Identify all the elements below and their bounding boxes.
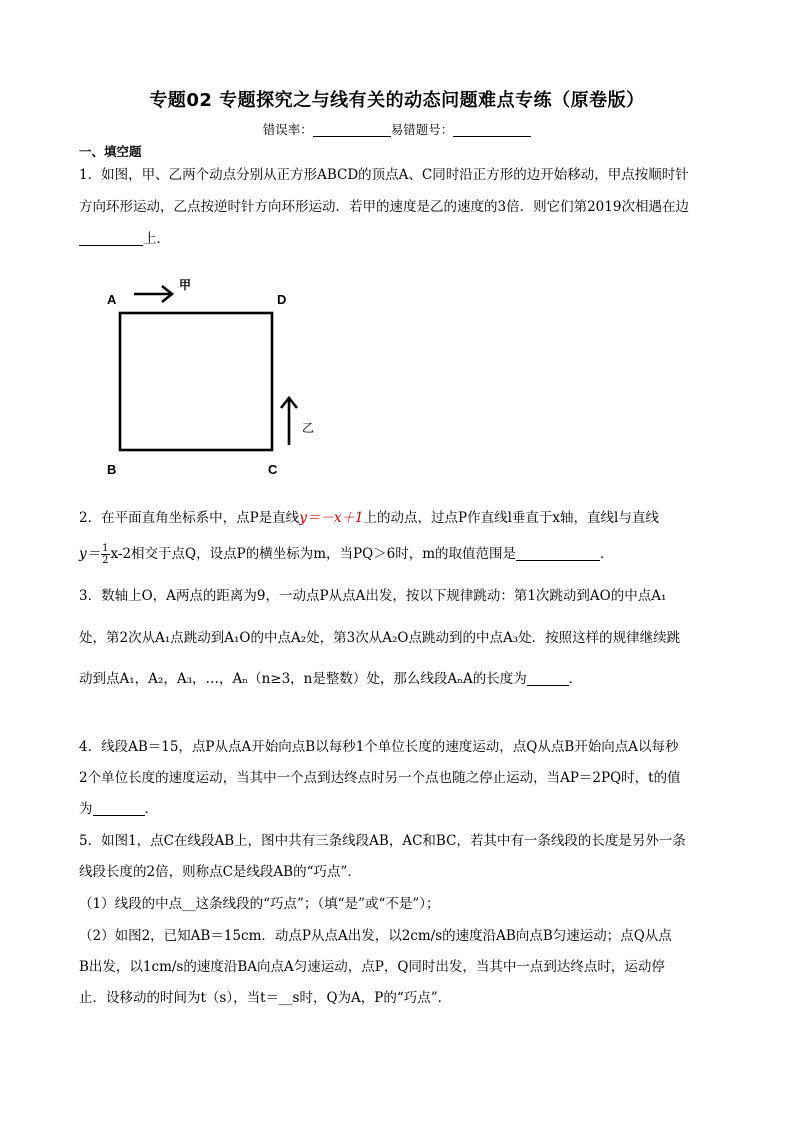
q2-red-equation: y＝－x＋1 bbox=[299, 510, 364, 526]
q2-line-1 bbox=[79, 509, 659, 527]
q2-line-2 bbox=[79, 543, 614, 566]
q4-line-3-end: ． bbox=[144, 801, 158, 817]
q4-line-3 bbox=[79, 800, 158, 818]
q1-line-2: 方向环形运动，乙点按逆时针方向环形运动．若甲的速度是乙的速度的3倍．则它们第2019次相遇在边 bbox=[79, 199, 689, 215]
q1-line-3-end: 上． bbox=[143, 231, 170, 247]
vertex-b-label: B bbox=[107, 462, 117, 477]
q3-line-3-end: ． bbox=[568, 671, 583, 687]
error-items-label: 易错题号： bbox=[390, 122, 454, 137]
q1-line-1: 1．如图，甲、乙两个动点分别从正方形ABCD的顶点A、C同时沿正方形的边开始移动，甲点按顺时针 bbox=[79, 167, 689, 183]
q4-answer-blank[interactable] bbox=[93, 801, 145, 816]
q2-line-2-end: ． bbox=[600, 546, 614, 562]
square-abcd bbox=[120, 313, 272, 450]
page-title: 专题02 专题探究之与线有关的动态问题难点专练（原卷版） bbox=[149, 90, 645, 111]
q5-line-1: 5．如图1，点C在线段AB上，图中共有三条线段AB，AC和BC，若其中有一条线段的长度是另外一条 bbox=[79, 833, 686, 849]
q3-answer-blank[interactable] bbox=[527, 671, 569, 686]
q2-line-1-b: 上的动点，过点P作直线l垂直于x轴，直线l与直线 bbox=[363, 510, 659, 526]
jia-label: 甲 bbox=[179, 278, 192, 292]
q3-line-2: 处，第2次从A₁点跳动到A₁O的中点A₂处，第3次从A₂O点跳动到的中点A₃处．按照这样的规律继续跳 bbox=[79, 630, 681, 646]
q4-line-2: 2个单位长度的速度运动，当其中一个点到达终点时另一个点也随之停止运动，当AP＝2PQ时，t的值 bbox=[79, 770, 681, 786]
fraction-denominator: 2 bbox=[102, 555, 109, 566]
q5-line-6: 止．设移动的时间为t（s），当t＝__s时，Q为A，P的“巧点”． bbox=[79, 990, 452, 1006]
q2-line-1-a: 2．在平面直角坐标系中，点P是直线 bbox=[79, 510, 300, 526]
q2-fraction bbox=[101, 543, 109, 566]
q5-line-3: （1）线段的中点__这条线段的“巧点”；（填“是”或“不是”）； bbox=[79, 896, 440, 912]
q2-y-eq: y＝ bbox=[79, 546, 101, 562]
fraction-numerator: 1 bbox=[102, 543, 109, 554]
q3-line-1: 3．数轴上O，A两点的距离为9，一动点P从点A出发，按以下规律跳动：第1次跳动到AO的中点A₁ bbox=[79, 588, 667, 604]
q3-line-3 bbox=[79, 670, 582, 688]
q5-line-5: B出发，以1cm/s的速度沿BA向点A匀速运动，点P，Q同时出发，当其中一点到达终点时，运动停 bbox=[79, 959, 665, 975]
q5-line-4: （2）如图2，已知AB＝15cm．动点P从点A出发，以2cm/s的速度沿AB向点B匀速运动；点Q从点 bbox=[79, 928, 672, 944]
q5-line-2: 线段长度的2倍，则称点C是线段AB的“巧点”． bbox=[79, 864, 361, 880]
vertex-a-label: A bbox=[107, 292, 117, 307]
q4-line-1: 4．线段AB＝15，点P从点A开始向点B以每秒1个单位长度的速度运动，点Q从点B开始向点A以每秒 bbox=[79, 739, 679, 755]
error-rate-label: 错误率： bbox=[262, 122, 313, 137]
q2-answer-blank[interactable] bbox=[516, 546, 600, 561]
vertex-d-label: D bbox=[277, 292, 287, 307]
yi-label: 乙 bbox=[302, 421, 315, 435]
q3-line-3-text: 动到点A₁，A₂，A₃，…，Aₙ（n≥3，n是整数）处，那么线段AₙA的长度为 bbox=[79, 671, 527, 687]
section-heading: 一、填空题 bbox=[79, 144, 142, 159]
q2-line-2-b: x-2相交于点Q，设点P的横坐标为m，当PQ＞6时，m的取值范围是 bbox=[110, 546, 517, 562]
vertex-c-label: C bbox=[268, 462, 278, 477]
q4-line-3-text: 为 bbox=[79, 801, 93, 817]
square-figure bbox=[0, 0, 794, 500]
